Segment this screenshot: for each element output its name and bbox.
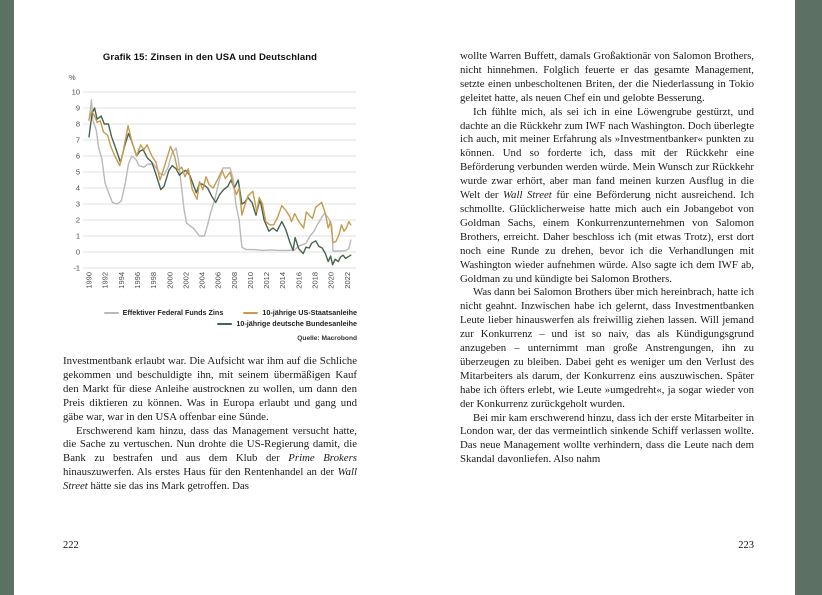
chart-legend: [63, 307, 357, 329]
x-tick-label: 2006: [213, 272, 223, 289]
page-number-left: 222: [63, 540, 79, 551]
y-tick-label: 5: [75, 167, 80, 177]
x-tick-label: 1998: [149, 272, 159, 289]
x-tick-label: 2012: [262, 272, 272, 289]
paragraph: Bei mir kam erschwerend hinzu, dass ich der erste Mitarbeiter in London war, der das vermeintlich sinkende Schiff verlassen wollte. Das neue Management wollte verhindern, dass die Leute nach dem Skandal davonliefen. Also nahm: [460, 411, 754, 466]
y-tick-label: 3: [75, 199, 80, 209]
legend-line-swatch: [243, 312, 258, 314]
legend-item: [243, 307, 357, 318]
y-tick-label: 0: [75, 247, 80, 257]
y-tick-label: 1: [75, 231, 80, 241]
y-tick-label: 7: [75, 135, 80, 145]
legend-line-swatch: [217, 323, 232, 325]
chart-title: Grafik 15: Zinsen in den USA und Deutschland: [102, 52, 318, 63]
paragraph: Ich fühlte mich, als sei ich in eine Löwengrube gestürzt, und dachte an die Rückkehr zum IWF nach Washington. Doch überlegte ich auch, mit meiner Erfahrung als »Investmentbanker« punkten zu können. Und so forderte ich, dass mit der Rückkehr eine Beförderung verbunden werden würde. Mein Wunsch zur Rückkehr wurde zwar erhört, aber man fand meinen kurzen Ausflug in die Welt der Wall Street für eine Beförderung nicht ausreichend. Ich schmollte. Glücklicherweise hatte mich auch ein Jobangebot von Goldman Sachs, einem Konkurrenzunternehmen von Salomon Brothers, erreicht. Daher beschloss ich (mit etwas Trotz), erst dort noch eine Runde zu drehen, bevor ich die Verhandlungen mit Washington wieder aufnehmen würde. Also sagte ich dem IWF ab, Goldman zu und kündigte bei Salomon Brothers.: [460, 105, 754, 285]
legend-label: Effektiver Federal Funds Zins: [122, 308, 224, 317]
y-tick-label: 6: [75, 151, 80, 161]
x-tick-label: 2016: [294, 272, 304, 289]
x-tick-label: 1990: [84, 272, 94, 289]
y-tick-label: 10: [71, 87, 80, 97]
paragraph: wollte Warren Buffett, damals Großaktionär von Salomon Brothers, nicht hinnehmen. Folglich feuerte er das gesamte Management, setzte einen unbescholtenen Briten, der die Niederlassung in Tokio geleitet hatte, als neuen Chef ein und gelobte Besserung.: [460, 50, 754, 104]
x-tick-label: 1992: [100, 272, 110, 289]
book-edge-left: [0, 0, 14, 595]
chart-source: Quelle: Macrobond: [297, 335, 357, 342]
legend-item: [104, 307, 224, 318]
right-page-text: [460, 50, 754, 467]
y-tick-label: 2: [75, 215, 80, 225]
x-tick-label: 1996: [133, 272, 143, 289]
legend-label: 10-jährige deutsche Bundesanleihe: [236, 319, 357, 328]
x-tick-label: 2000: [165, 272, 175, 289]
y-tick-label: 4: [75, 183, 80, 193]
x-tick-label: 2022: [342, 272, 352, 289]
legend-label: 10-jährige US-Staatsanleihe: [262, 308, 357, 317]
x-tick-label: 2018: [310, 272, 320, 289]
y-tick-label: -1: [73, 263, 80, 273]
paragraph: Erschwerend kam hinzu, dass das Management versucht hatte, die Sache zu vertuschen. Nun drohte die US-Regierung damit, die Bank zu bestrafen und aus dem Klub der Prime Brokers hinauszuwerfen. Als erstes Haus für den Rentenhandel an der Wall Street hätte sie das ins Mark getroffen. Das: [63, 424, 357, 493]
x-tick-label: 2008: [229, 272, 239, 289]
x-tick-label: 1994: [116, 272, 126, 289]
page-number-right: 223: [738, 540, 754, 551]
y-tick-label: 8: [75, 119, 80, 129]
x-tick-label: 2020: [326, 272, 336, 289]
left-page-text: [63, 355, 357, 494]
paragraph: Was dann bei Salomon Brothers über mich hereinbrach, hatte ich nicht geahnt. Inzwischen habe ich gelernt, dass Investmentbanken Leute lieber hinauswerfen als freiwillig ziehen lassen. Will jemand zur Konkurrenz – und ist so naiv, das als Kündigungsgrund anzugeben – unternimmt man große Anstrengungen, ihn zu überzeugen zu bleiben. Dabei geht es weniger um den Verlust des Mitarbeiters als darum, der Konkurrenz eins auszuwischen. Später habe ich öfters erlebt, wie Leute »umgedreht«, ja sogar wieder von der Konkurrenz zurückgeholt wurden.: [460, 286, 754, 410]
chart-block: [63, 52, 357, 342]
book-edge-right: [795, 0, 822, 595]
legend-line-swatch: [104, 312, 119, 314]
x-tick-label: 2004: [197, 272, 207, 289]
legend-row: [63, 307, 357, 318]
x-tick-label: 2014: [278, 272, 288, 289]
x-tick-label: 2010: [245, 272, 255, 289]
line-chart: [63, 70, 357, 306]
y-axis-unit-label: %: [69, 73, 76, 82]
paragraph: Investmentbank erlaubt war. Die Aufsicht war ihm auf die Schliche gekommen und beschuldigte ihn, mit seinem übermäßigen Kauf den Markt für diese Anleihe austrocknen zu wollen, um dann den Preis diktieren zu können. Was in Europa erlaubt und gang und gäbe war, war in den USA offenbar eine Sünde.: [63, 355, 357, 423]
legend-item: [217, 318, 357, 329]
legend-row: [63, 318, 357, 329]
y-tick-label: 9: [75, 103, 80, 113]
series-line-3: [89, 108, 351, 265]
x-tick-label: 2002: [181, 272, 191, 289]
